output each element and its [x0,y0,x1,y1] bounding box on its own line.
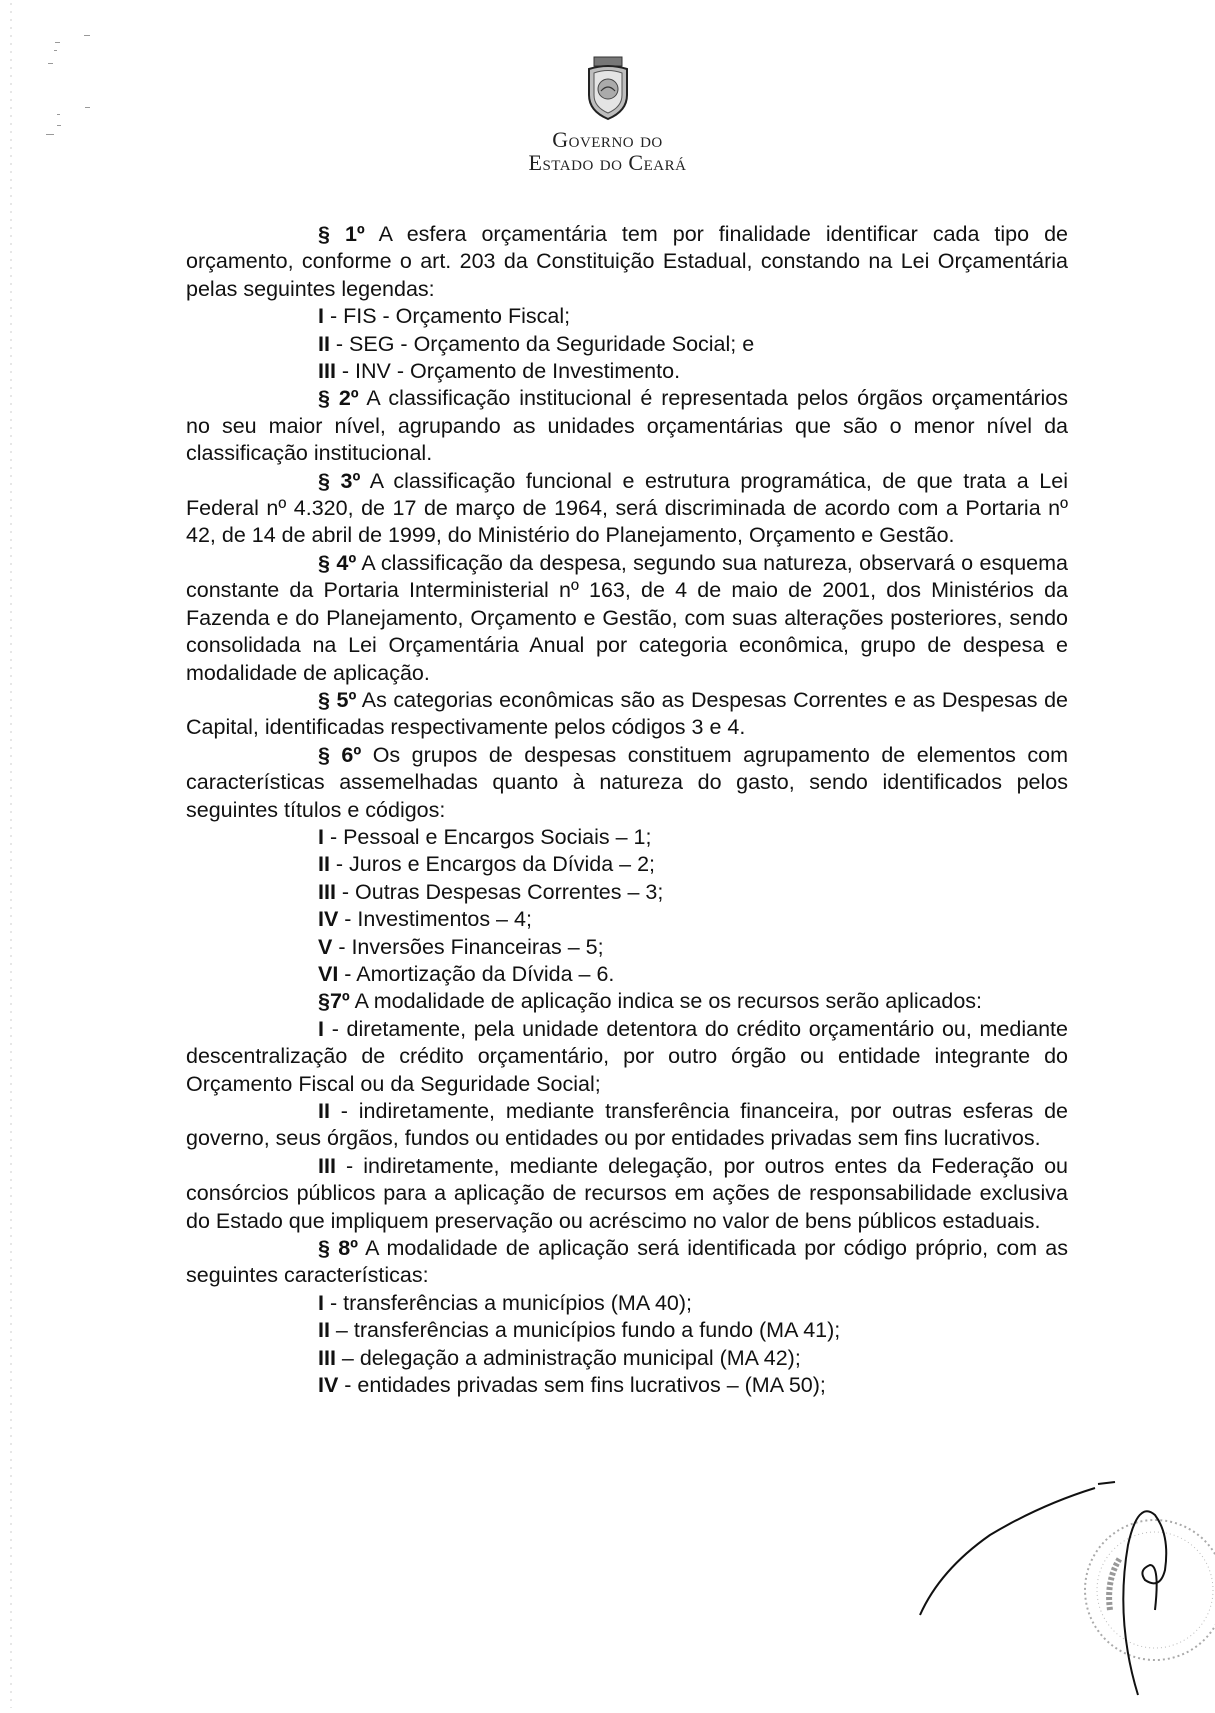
list-item-text: – delegação a administração municipal (MA 42); [335,1345,801,1370]
paragraph-8 [186,1235,1068,1290]
letterhead-line-2: Estado do Ceará [528,150,687,175]
paragraph-text: A modalidade de aplicação será identificada por código próprio, com as seguintes características: [186,1236,1068,1288]
list-item-text: - FIS - Orçamento Fiscal; [323,304,571,329]
section-mark: §7º [318,989,350,1014]
signature-and-stamp [870,1480,1215,1708]
list-item [186,1317,1068,1344]
list-item-text: - SEG - Orçamento da Seguridade Social; e [329,331,755,356]
handwritten-signature-icon [920,1482,1166,1695]
list-item [186,1372,1068,1399]
document-letterhead [0,55,1215,174]
paragraph-text: A classificação da despesa, segundo sua natureza, observará o esquema constante da Portaria Interministerial nº 163, de 4 de maio de 2001, dos Ministérios da Fazenda e do Planejamento, Orçamento e Gestão, com suas alterações posteriores, sendo consolidada na Lei Orçamentária Anual por categoria econômica, grupo de despesa e modalidade de aplicação. [186,550,1068,685]
paragraph-7-item-iii [186,1153,1068,1235]
roman-numeral: III [318,1153,336,1178]
list-item [186,824,1068,851]
paragraph-text: As categorias econômicas são as Despesas Correntes e as Despesas de Capital, identificadas respectivamente pelos códigos 3 e 4. [186,687,1068,740]
section-mark: § 1º [318,222,365,246]
roman-numeral: III [318,879,336,904]
list-item-text: - INV - Orçamento de Investimento. [335,359,681,384]
paragraph-7-item-i [186,1016,1068,1098]
list-item-text: - Investimentos – 4; [338,907,532,932]
roman-numeral: VI [318,961,339,986]
roman-numeral: II [318,852,330,877]
letterhead-line-1: Governo do [552,127,663,152]
list-item-text: - Outras Despesas Correntes – 3; [335,879,664,904]
roman-numeral: II [318,331,330,356]
section-mark: § 6º [318,742,362,767]
list-item [186,331,1068,358]
roman-numeral: I [318,824,324,849]
list-item-text: - Amortização da Dívida – 6. [338,961,615,986]
section-mark: § 8º [318,1236,359,1261]
section-mark: § 5º [318,687,357,712]
list-item [186,1345,1068,1372]
roman-numeral: III [318,1345,336,1370]
paragraph-text: - indiretamente, mediante delegação, por outros entes da Federação ou consórcios públicos para a aplicação de recursos em ações de responsabilidade exclusiva do Estado que impliquem preservação ou acréscimo no valor de bens públicos estaduais. [186,1153,1068,1233]
section-mark: § 4º [318,550,357,575]
roman-numeral: III [318,359,336,384]
paragraph-7-item-ii [186,1098,1068,1153]
list-item [186,1290,1068,1317]
list-item [186,879,1068,906]
paragraph-text: A esfera orçamentária tem por finalidade identificar cada tipo de orçamento, conforme o art. 203 da Constituição Estadual, constando na Lei Orçamentária pelas seguintes legendas: [186,222,1069,301]
list-item [186,851,1068,878]
list-item-text: – transferências a municípios fundo a fundo (MA 41); [329,1318,841,1343]
paragraph-7 [186,988,1068,1015]
roman-numeral: IV [318,907,339,932]
list-item-text: - Pessoal e Encargos Sociais – 1; [323,824,652,849]
list-item-text: - Inversões Financeiras – 5; [332,934,604,959]
paragraph-text: A classificação funcional e estrutura programática, de que trata a Lei Federal nº 4.320, de 17 de março de 1964, será discriminada de acordo com a Portaria nº 42, de 14 de abril de 1999, do Ministério do Planejamento, Orçamento e Gestão. [186,468,1068,548]
roman-numeral: I [318,1290,324,1315]
list-item [186,358,1068,385]
list-item [186,906,1068,933]
roman-numeral: IV [318,1373,339,1398]
list-item [186,303,1068,330]
paragraph-text: - indiretamente, mediante transferência financeira, por outras esferas de governo, seus órgãos, fundos ou entidades ou por entidades privadas sem fins lucrativos. [186,1099,1068,1151]
list-item [186,934,1068,961]
scan-margin-dots [10,0,12,1708]
paragraph-1 [186,221,1068,303]
paragraph-text: - diretamente, pela unidade detentora do crédito orçamentário ou, mediante descentralização de crédito orçamentário, por outro órgão ou entidade integrante do Orçamento Fiscal ou da Seguridade Social; [186,1016,1068,1096]
roman-numeral: I [318,304,324,329]
paragraph-5 [186,687,1068,742]
roman-numeral: II [318,1099,330,1123]
paragraph-3 [186,468,1068,550]
paragraph-6 [186,742,1068,824]
roman-numeral: V [318,934,333,959]
official-stamp-icon [1085,1520,1215,1660]
list-item-text: - Juros e Encargos da Dívida – 2; [329,852,656,877]
section-mark: § 3º [318,468,361,493]
section-mark: § 2º [318,386,359,411]
paragraph-2 [186,385,1068,467]
paragraph-text: Os grupos de despesas constituem agrupamento de elementos com características assemelhadas quanto à natureza do gasto, sendo identificados pelos seguintes títulos e códigos: [186,742,1068,822]
state-coat-of-arms-icon [581,55,635,123]
roman-numeral: I [318,1016,324,1041]
list-item [186,961,1068,988]
paragraph-text: A classificação institucional é representada pelos órgãos orçamentários no seu maior nível, agrupando as unidades orçamentárias que são o menor nível da classificação institucional. [186,386,1069,466]
list-item-text: - entidades privadas sem fins lucrativos – (MA 50); [338,1373,826,1398]
roman-numeral: II [318,1318,330,1343]
paragraph-4 [186,550,1068,687]
paragraph-text: A modalidade de aplicação indica se os recursos serão aplicados: [349,989,983,1014]
list-item-text: - transferências a municípios (MA 40); [323,1290,693,1315]
document-body [186,221,1068,1399]
